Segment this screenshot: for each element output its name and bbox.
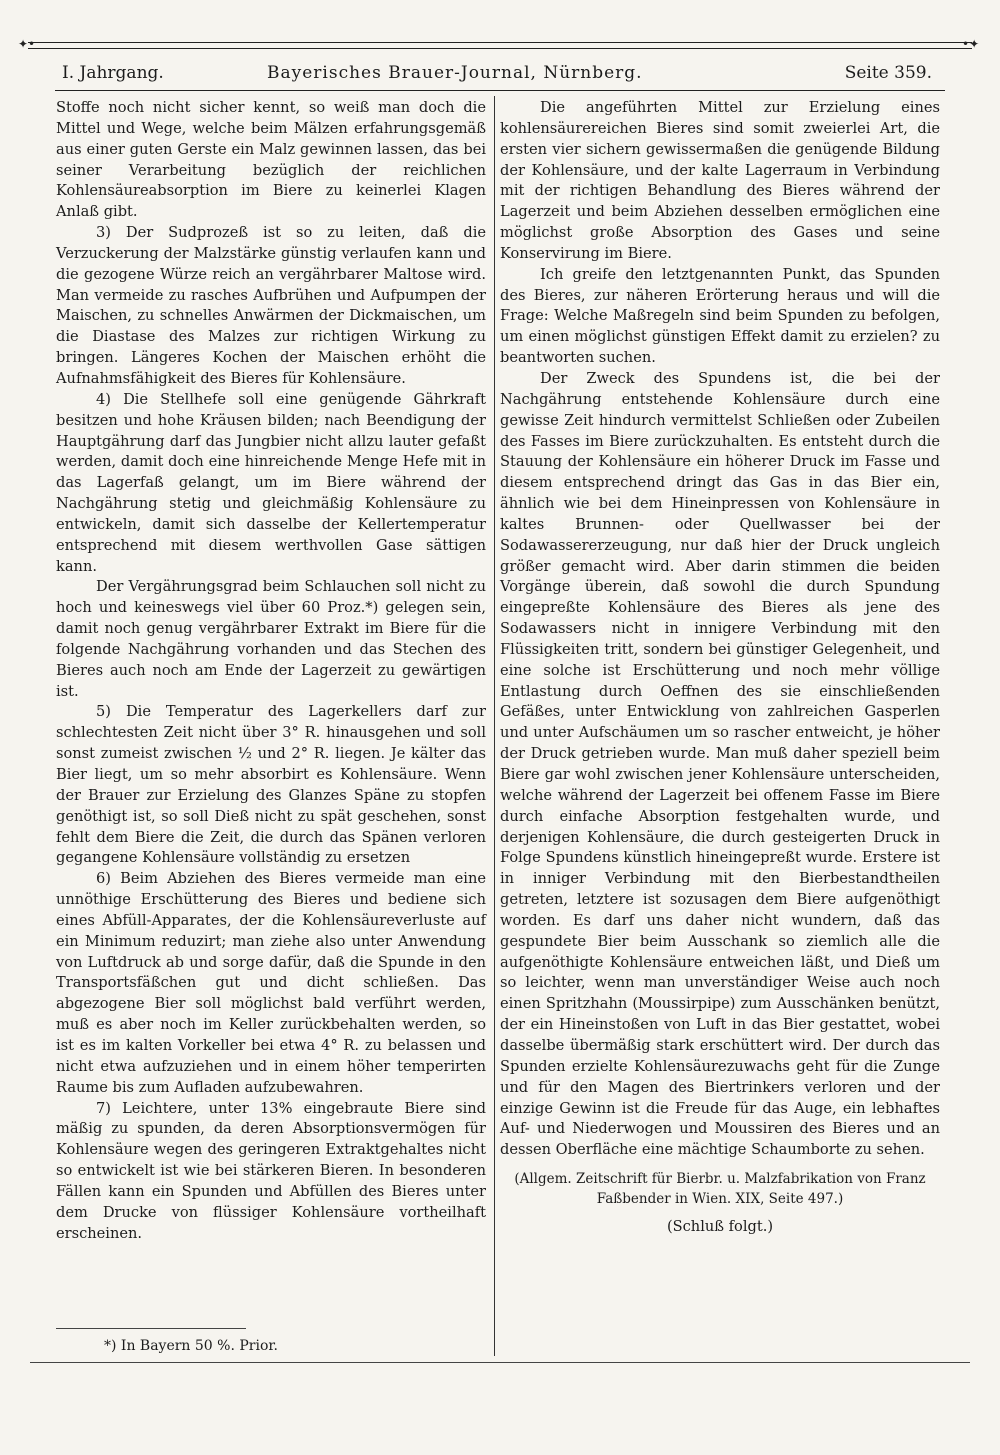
closing-note: (Schluß folgt.) <box>666 1218 774 1236</box>
journal-title: Bayerisches Brauer-Journal, Nürnberg. <box>267 63 643 83</box>
paragraph: 5) Die Temperatur des Lagerkellers darf zur schlechtesten Zeit nicht über 3° R. hinausgehen und soll sonst zumeist zwischen ½ und 2° R. liegen. Je kälter das Bier liegt, um so mehr absorbirt es Kohlensäure. Wenn der Brauer zur Erzielung des Glanzes Späne zu stopfen genöthigt ist, so soll Dieß nicht zu spät geschehen, sonst fehlt dem Biere die Zeit, die durch das Spänen verloren gegangene Kohlensäure vollständig zu ersetzen <box>56 703 486 867</box>
left-column <box>56 98 486 1244</box>
column-divider <box>494 96 495 1356</box>
header-rule <box>55 90 945 91</box>
paragraph: 7) Leichtere, unter 13% eingebraute Biere sind mäßig zu spunden, da deren Absorptionsvermögen für Kohlensäure wegen des geringeren Extraktgehaltes nicht so entwickelt ist wie bei stärkeren Bieren. In besonderen Fällen kann ein Spunden und Abfüllen des Bieres unter dem Drucke von flüssiger Kohlensäure vortheilhaft erscheinen. <box>56 1099 486 1242</box>
footnote-rule <box>56 1328 246 1329</box>
running-header <box>62 58 932 88</box>
ornament-left-icon: ✦• <box>18 37 36 51</box>
ornament-right-icon: •✦ <box>962 37 980 51</box>
paragraph: Der Vergährungsgrad beim Schlauchen soll nicht zu hoch und keineswegs viel über 60 Proz.*) gelegen sein, damit noch genug vergährbarer Extrakt im Biere für die folgende Nachgährung vorhanden und das Stechen des Bieres auch noch am Ende der Lagerzeit zu gewärtigen ist. <box>56 578 486 700</box>
paragraph: 6) Beim Abziehen des Bieres vermeide man eine unnöthige Erschütterung des Bieres und bediene sich eines Abfüll-Apparates, der die Kohlensäureverluste auf ein Minimum reduzirt; man ziehe also unter Anwendung von Luftdruck ab und sorge dafür, daß die Spunde in den Transportsfäßchen gut und dicht schließen. Das abgezogene Bier soll möglichst bald verführt werden, muß es aber noch im Keller zurückbehalten werden, so ist es im kalten Vorkeller bei etwa 4° R. zu belassen und nicht etwa aufzuziehen und in einem höher temperirten Raume bis zum Aufladen aufzubewahren. <box>56 870 486 1096</box>
source-citation: (Allgem. Zeitschrift für Bierbr. u. Malzfabrikation von Franz Faßbender in Wien. XIX, Seite 497.) <box>514 1171 926 1208</box>
top-rule <box>28 42 972 43</box>
bottom-rule <box>30 1362 970 1363</box>
page-number: Seite 359. <box>844 63 932 83</box>
paragraph: 4) Die Stellhefe soll eine genügende Gährkraft besitzen und hohe Kräusen bilden; nach Beendigung der Hauptgährung darf das Jungbier nicht allzu lauter gefaßt werden, damit doch eine hinreichende Menge Hefe mit in das Lagerfaß gelangt, um im Biere während der Nachgährung stetig und gleichmäßig Kohlensäure zu entwickeln, damit sich dasselbe der Kellertemperatur entsprechend mit diesem werthvollen Gase sättigen kann. <box>56 390 486 575</box>
paragraph: Die angeführten Mittel zur Erzielung eines kohlensäurereichen Bieres sind somit zweierlei Art, die ersten vier sichern gewissermaßen die genügende Bildung der Kohlensäure, und der kalte Lagerraum in Verbindung mit der richtigen Behandlung des Bieres während der Lagerzeit und beim Abziehen desselben ermöglichen eine möglichst große Absorption des Gases und seine Konservirung im Biere. <box>500 99 940 262</box>
right-column <box>500 98 940 1238</box>
paragraph: Ich greife den letztgenannten Punkt, das Spunden des Bieres, zur näheren Erörterung heraus und will die Frage: Welche Maßregeln sind beim Spunden zu befolgen, um einen möglichst günstigen Effekt damit zu erzielen? zu beantworten suchen. <box>500 265 940 367</box>
volume-label: I. Jahrgang. <box>62 63 164 83</box>
paragraph: Stoffe noch nicht sicher kennt, so weiß man doch die Mittel und Wege, welche beim Mälzen erfahrungsgemäß aus einer guten Gerste ein Malz gewinnen lassen, das bei seiner Verarbeitung bezüglich der reichlichen Kohlensäureabsorption im Biere zu keinerlei Klagen Anlaß gibt. <box>56 99 486 221</box>
top-rule-secondary <box>28 48 972 49</box>
paragraph: 3) Der Sudprozeß ist so zu leiten, daß die Verzuckerung der Malzstärke günstig verlaufen kann und die gezogene Würze reich an vergährbarer Maltose wird. Man vermeide zu rasches Aufbrühen und Aufpumpen der Maischen, zu schnelles Anwärmen der Dickmaischen, um die Diastase des Malzes zur richtigen Wirkung zu bringen. Längeres Kochen der Maischen erhöht die Aufnahmsfähigkeit des Bieres für Kohlensäure. <box>56 224 486 387</box>
paragraph: Der Zweck des Spundens ist, die bei der Nachgährung entstehende Kohlensäure durch eine gewisse Zeit hindurch vermittelst Schließen oder Zubeilen des Fasses im Biere zurückzuhalten. Es entsteht durch die Stauung der Kohlensäure ein höherer Druck im Fasse und diesem entsprechend dringt das Gas in das Bier ein, ähnlich wie bei dem Hineinpressen von Kohlensäure in kaltes Brunnen- oder Quellwasser bei der Sodawassererzeugung, nur daß hier der Druck ungleich größer gemacht wird. Aber darin stimmen die beiden Vorgänge überein, daß sowohl die durch Spundung eingepreßte Kohlensäure des Bieres als jene des Sodawassers nicht in innigere Verbindung mit den Flüssigkeiten tritt, sondern bei günstiger Gelegenheit, und eine solche ist Erschütterung und noch mehr völlige Entlastung durch Oeffnen des sie einschließenden Gefäßes, unter Entwicklung von zahlreichen Gasperlen und unter Aufschäumen um so rascher entweicht, je höher der Druck getrieben wurde. Man muß daher speziell beim Biere gar wohl zwischen jener Kohlensäure unterscheiden, welche während der Lagerzeit bei offenem Fasse im Biere durch einfache Absorption festgehalten wurde, und derjenigen Kohlensäure, die durch gesteigerten Druck in Folge Spundens künstlich hineingepreßt wurde. Erstere ist in inniger Verbindung mit den Bierbestandtheilen getreten, letztere ist sozusagen dem Biere aufgenöthigt worden. Es darf uns daher nicht wundern, daß das gespundete Bier beim Ausschank so ziemlich alle die aufgenöthigte Kohlensäure entweichen läßt, und Dieß um so leichter, wenn man unverständiger Weise auch noch einen Spritzhahn (Moussirpipe) zum Ausschänken benützt, der ein Hineinstoßen von Luft in das Bier gestattet, wobei dasselbe übermäßig stark erschüttert wird. Der durch das Spunden erzielte Kohlensäurezuwachs geht für die Zunge und für den Magen des Biertrinkers verloren und der einzige Gewinn ist die Freude für das Auge, ein lebhaftes Auf- und Niederwogen und Moussiren des Bieres und an dessen Oberfläche eine mächtige Schaumborte zu sehen. <box>500 369 940 1159</box>
footnote: *) In Bayern 50 %. Prior. <box>104 1338 278 1354</box>
